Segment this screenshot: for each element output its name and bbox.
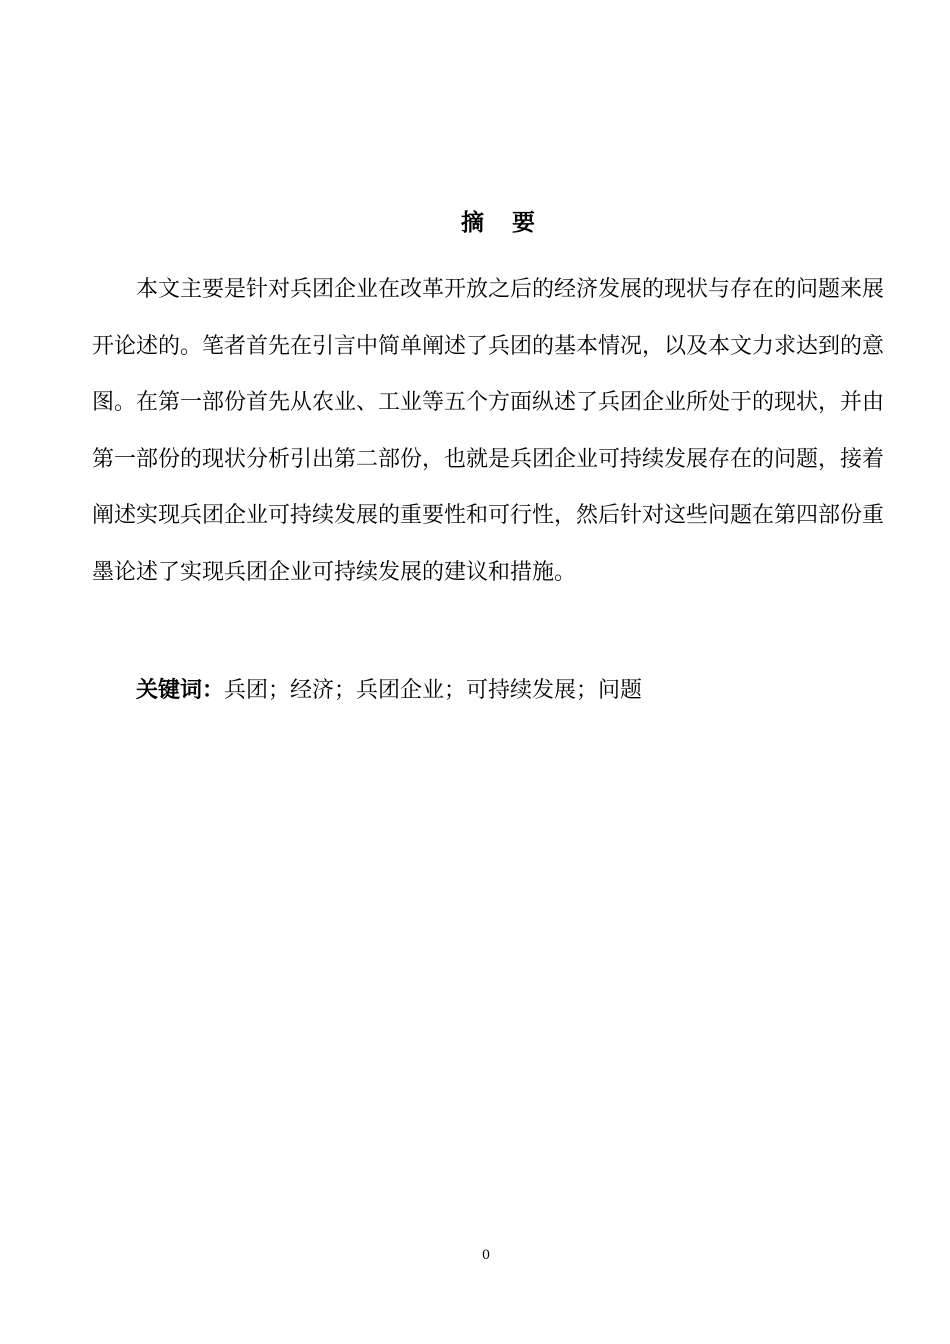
page-title: 摘要 (461, 209, 563, 236)
keywords-line (136, 668, 884, 713)
keywords-label: 关键词： (136, 677, 225, 703)
page-number: 0 (481, 1248, 491, 1263)
keywords-list: 兵团；经济；兵团企业；可持续发展；问题 (224, 678, 643, 703)
abstract-body: 本文主要是针对兵团企业在改革开放之后的经济发展的现状与存在的问题来展开论述的。笔者首先在引言中简单阐述了兵团的基本情况，以及本文力求达到的意图。在第一部份首先从农业、工业等五个方面纵述了兵团企业所处于的现状，并由第一部份的现状分析引出第二部份，也就是兵团企业可持续发展存在的问题，接着阐述实现兵团企业可持续发展的重要性和可行性，然后针对这些问题在第四部份重墨论述了实现兵团企业可持续发展的建议和措施。 (92, 277, 885, 585)
